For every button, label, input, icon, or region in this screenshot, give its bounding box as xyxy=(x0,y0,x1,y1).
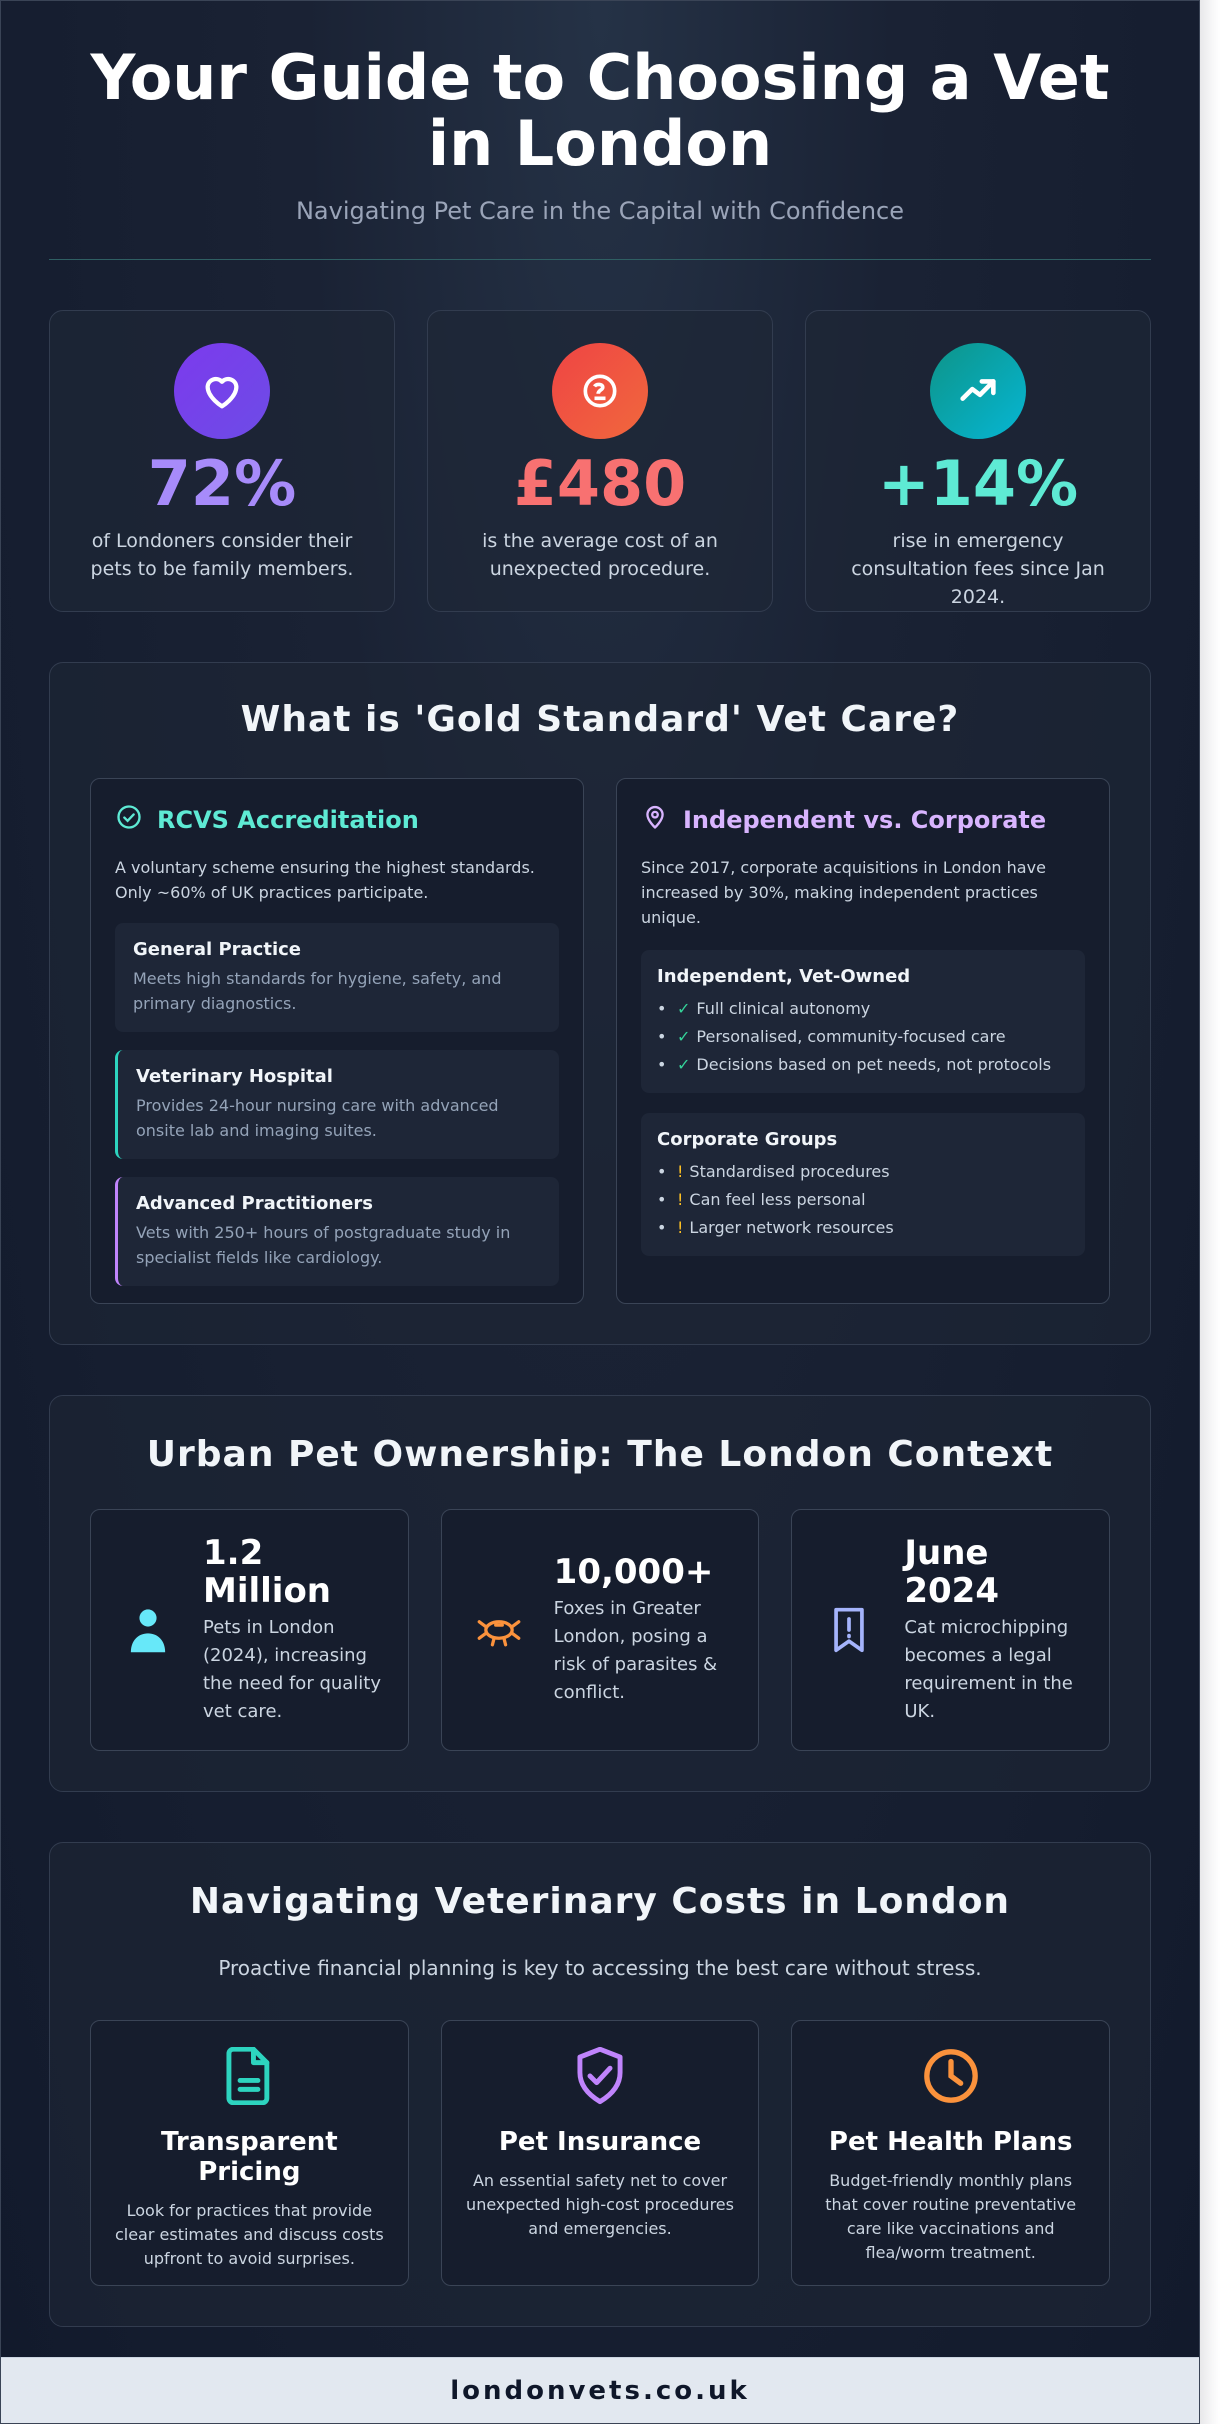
check-icon: ✓ xyxy=(677,1055,691,1074)
cost-title: Pet Health Plans xyxy=(828,2127,1073,2157)
costs-intro: Proactive financial planning is key to accessing the best care without stress. xyxy=(218,1956,982,1980)
cost-text: Budget-friendly monthly plans that cover routine preventative care like vaccinations and flea/worm treatment. xyxy=(825,2171,1077,2262)
urban-text: Pets in London (2024), increasing the need for quality vet care. xyxy=(203,1617,382,1722)
stat-text: is the average cost of an unexpected procedure. xyxy=(482,530,718,580)
rcvs-heading xyxy=(115,803,559,837)
footer-domain[interactable]: londonvets.co.uk xyxy=(450,2375,750,2406)
independent-list xyxy=(657,995,1069,1079)
corporate-group xyxy=(641,1113,1085,1256)
independent-group xyxy=(641,950,1085,1093)
section-title: What is 'Gold Standard' Vet Care? xyxy=(240,699,960,740)
corporate-list xyxy=(657,1158,1069,1242)
ownership-heading xyxy=(641,803,1085,837)
urban-card-body xyxy=(554,1553,733,1707)
cost-title: Transparent Pricing xyxy=(160,2127,338,2187)
person-icon xyxy=(125,1606,171,1654)
urban-card-foxes xyxy=(441,1509,760,1751)
urban-text: Cat microchipping becomes a legal requirement in the UK. xyxy=(904,1617,1073,1722)
footer xyxy=(1,2357,1199,2423)
cost-columns xyxy=(90,2020,1110,2286)
tier-veterinary-hospital xyxy=(115,1050,559,1159)
check-icon: ✓ xyxy=(677,1027,691,1046)
clock-icon xyxy=(814,2047,1087,2107)
warning-icon: ! xyxy=(677,1162,684,1181)
stat-text: rise in emergency consultation fees since Jan 2024. xyxy=(851,530,1105,608)
group-title: Independent, Vet-Owned xyxy=(657,966,911,987)
costs-section xyxy=(49,1842,1151,2327)
ownership-heading-label: Independent vs. Corporate xyxy=(683,806,1047,834)
heart-icon xyxy=(174,343,270,439)
tier-description: Provides 24-hour nursing care with advanced onsite lab and imaging suites. xyxy=(136,1096,499,1140)
list-item-text: Personalised, community-focused care xyxy=(696,1027,1006,1046)
stat-value: £480 xyxy=(513,447,687,520)
list-item-text: Decisions based on pet needs, not protocols xyxy=(696,1055,1052,1074)
bookmark-alert-icon xyxy=(826,1606,872,1654)
list-item-text: Standardised procedures xyxy=(689,1162,890,1181)
rcvs-panel xyxy=(90,778,584,1304)
gold-standard-section xyxy=(49,662,1151,1345)
stat-value: +14% xyxy=(877,447,1079,520)
list-item-text: Full clinical autonomy xyxy=(696,999,871,1018)
bug-icon xyxy=(476,1610,522,1650)
urban-card-pets xyxy=(90,1509,409,1751)
warning-icon: ! xyxy=(677,1190,684,1209)
cost-card-pricing xyxy=(90,2020,409,2286)
trend-up-icon xyxy=(930,343,1026,439)
urban-card-body xyxy=(904,1534,1083,1726)
cost-card-health-plans xyxy=(791,2020,1110,2286)
list-item-text: Can feel less personal xyxy=(689,1190,866,1209)
page-subtitle: Navigating Pet Care in the Capital with Confidence xyxy=(295,197,905,225)
tier-title: General Practice xyxy=(133,939,302,960)
urban-section xyxy=(49,1395,1151,1792)
ownership-description: Since 2017, corporate acquisitions in London have increased by 30%, making independent practices unique. xyxy=(641,858,1046,927)
urban-value: June 2024 xyxy=(904,1533,999,1611)
document-icon xyxy=(113,2047,386,2107)
list-item: • ! Standardised procedures xyxy=(657,1158,1069,1186)
rcvs-description: A voluntary scheme ensuring the highest standards. Only ~60% of UK practices participate. xyxy=(115,858,535,902)
list-item: • ! Can feel less personal xyxy=(657,1186,1069,1214)
list-item: • ! Larger network resources xyxy=(657,1214,1069,1242)
tier-description: Vets with 250+ hours of postgraduate study in specialist fields like cardiology. xyxy=(136,1223,511,1267)
cost-card-insurance xyxy=(441,2020,760,2286)
cost-text: Look for practices that provide clear estimates and discuss costs upfront to avoid surprises. xyxy=(114,2201,384,2268)
urban-value: 1.2 Million xyxy=(203,1533,332,1611)
list-item-text: Larger network resources xyxy=(689,1218,894,1237)
header xyxy=(1,1,1199,225)
tier-advanced-practitioners xyxy=(115,1177,559,1286)
tier-general-practice xyxy=(115,923,559,1032)
urban-card-body xyxy=(203,1534,382,1726)
list-item: • ✓ Decisions based on pet needs, not protocols xyxy=(657,1051,1069,1079)
section-title: Urban Pet Ownership: The London Context xyxy=(146,1434,1054,1475)
group-title: Corporate Groups xyxy=(657,1129,838,1150)
page-title: Your Guide to Choosing a Vet in London xyxy=(90,41,1110,180)
stat-card-family xyxy=(49,310,395,612)
location-pin-icon xyxy=(641,803,669,837)
shield-check-icon xyxy=(464,2047,737,2107)
tier-description: Meets high standards for hygiene, safety, and primary diagnostics. xyxy=(133,969,502,1013)
list-item: • ✓ Personalised, community-focused care xyxy=(657,1023,1069,1051)
gold-columns xyxy=(90,778,1110,1304)
stat-card-cost xyxy=(427,310,773,612)
check-icon: ✓ xyxy=(677,999,691,1018)
urban-text: Foxes in Greater London, posing a risk of parasites & conflict. xyxy=(553,1598,718,1703)
stat-text: of Londoners consider their pets to be family members. xyxy=(90,530,354,580)
ownership-panel xyxy=(616,778,1110,1304)
header-divider xyxy=(49,259,1151,260)
stats-row xyxy=(49,310,1151,612)
page-shadow xyxy=(1200,0,1220,2424)
urban-card-microchip xyxy=(791,1509,1110,1751)
warning-icon: ! xyxy=(677,1218,684,1237)
tier-title: Advanced Practitioners xyxy=(136,1193,373,1214)
stat-value: 72% xyxy=(147,447,297,520)
stat-card-emergency xyxy=(805,310,1151,612)
rcvs-heading-label: RCVS Accreditation xyxy=(157,806,419,834)
cost-text: An essential safety net to cover unexpected high-cost procedures and emergencies. xyxy=(466,2171,734,2238)
list-item: • ✓ Full clinical autonomy xyxy=(657,995,1069,1023)
section-title: Navigating Veterinary Costs in London xyxy=(189,1881,1011,1922)
coin-icon xyxy=(552,343,648,439)
urban-columns xyxy=(90,1509,1110,1751)
cost-title: Pet Insurance xyxy=(498,2127,702,2157)
tier-title: Veterinary Hospital xyxy=(136,1066,333,1087)
check-circle-icon xyxy=(115,803,143,837)
urban-value: 10,000+ xyxy=(553,1552,714,1592)
